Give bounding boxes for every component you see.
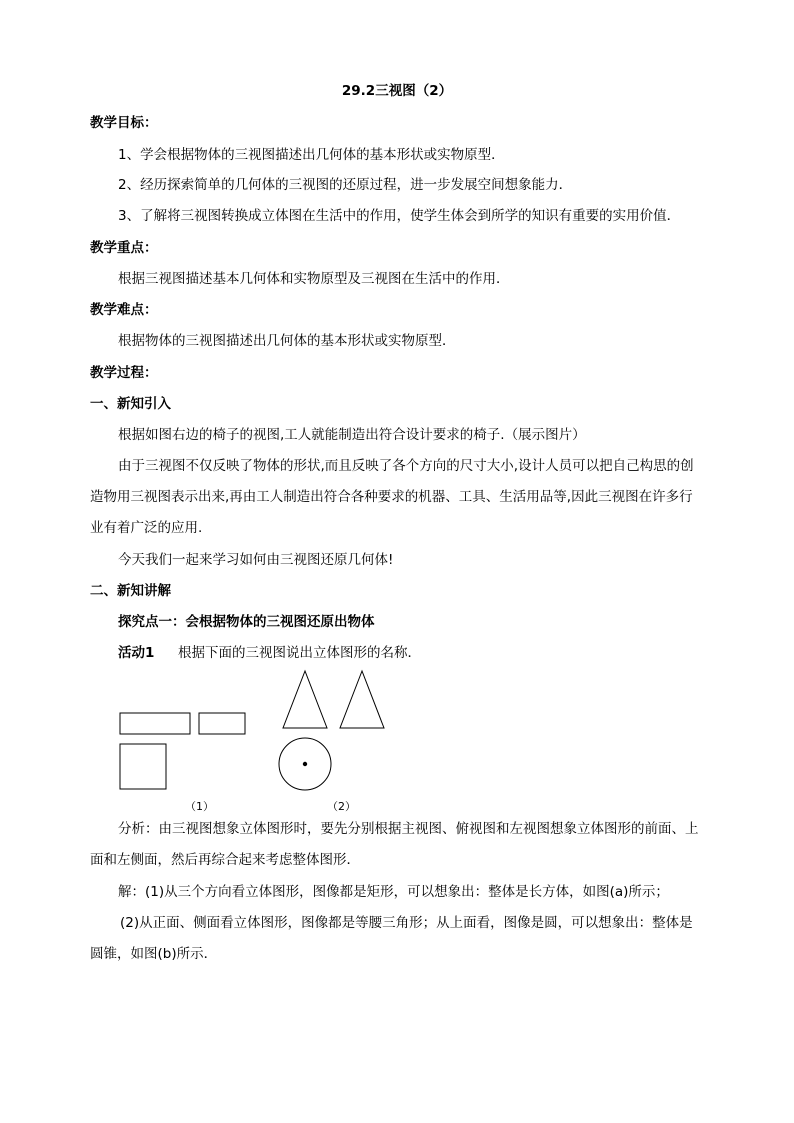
- activity-label: 活动1: [118, 645, 155, 661]
- process-heading: 教学过程：: [90, 365, 158, 381]
- side-view-rectangle: [199, 713, 245, 734]
- figure-1-views: [120, 713, 245, 789]
- key-heading: 教学重点：: [90, 240, 158, 256]
- front-view-triangle: [283, 671, 327, 728]
- goal-item: 3、了解将三视图转换成立体图在生活中的作用，使学生体会到所学的知识有重要的实用价值．: [118, 208, 681, 224]
- solution-paragraph: (2)从正面、侧面看立体图形，图像都是等腰三角形；从上面看，图像是圆，可以想象出：整体是圆锥，如图(b)所示．: [90, 915, 693, 962]
- goals-heading: 教学目标：: [90, 115, 158, 131]
- key-text: 根据三视图描述基本几何体和实物原型及三视图在生活中的作用．: [118, 271, 510, 287]
- figure-2-views: [279, 671, 384, 790]
- difficulty-heading: 教学难点：: [90, 302, 158, 318]
- front-view-rectangle: [120, 713, 190, 734]
- figure-label: （1）: [185, 800, 214, 813]
- figure-label: （2）: [327, 800, 356, 813]
- explore-heading: 探究点一：会根据物体的三视图还原出物体: [118, 614, 375, 630]
- top-view-square: [120, 744, 166, 789]
- part1-paragraph: 今天我们一起来学习如何由三视图还原几何体!: [118, 552, 394, 568]
- side-view-triangle: [340, 671, 384, 728]
- part1-heading: 一、新知引入: [90, 396, 171, 412]
- part1-paragraph: 根据如图右边的椅子的视图,工人就能制造出符合设计要求的椅子.（展示图片）: [118, 427, 586, 443]
- part2-heading: 二、新知讲解: [90, 583, 171, 599]
- circle-center-dot: [303, 762, 307, 766]
- goal-item: 1、学会根据物体的三视图描述出几何体的基本形状或实物原型．: [118, 147, 505, 163]
- difficulty-text: 根据物体的三视图描述出几何体的基本形状或实物原型．: [118, 333, 456, 349]
- page-title: 29.2三视图（2）: [341, 83, 453, 99]
- goal-item: 2、经历探索简单的几何体的三视图的还原过程，进一步发展空间想象能力．: [118, 177, 573, 193]
- analysis-paragraph: 分析：由三视图想象立体图形时，要先分别根据主视图、俯视图和左视图想象立体图形的前面、上面和左侧面，然后再综合起来考虑整体图形．: [90, 821, 699, 868]
- solution-paragraph: 解：(1)从三个方向看立体图形，图像都是矩形，可以想象出：整体是长方体，如图(a)所示；: [118, 884, 669, 900]
- activity-text: 根据下面的三视图说出立体图形的名称．: [178, 645, 421, 661]
- part1-paragraph: 由于三视图不仅反映了物体的形状,而且反映了各个方向的尺寸大小,设计人员可以把自己构思的创造物用三视图表示出来,再由工人制造出符合各种要求的机器、工具、生活用品等,因此三视图在许多行业有着广泛的应用.: [90, 458, 694, 536]
